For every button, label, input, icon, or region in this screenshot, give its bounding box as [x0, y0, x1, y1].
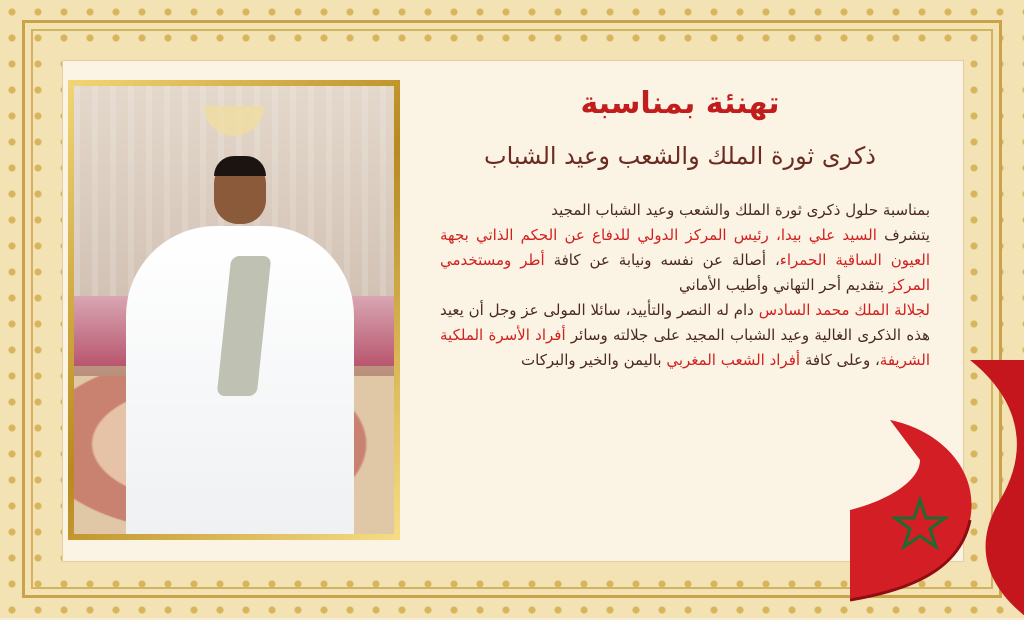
para3-highlight-2: أفراد الأسرة الملكية الشريفة: [440, 326, 930, 369]
portrait-photo: [74, 86, 394, 534]
para2-start: يتشرف: [884, 226, 930, 244]
para3-highlight-3: أفراد الشعب المغربي: [666, 351, 801, 369]
person-figure: [74, 86, 394, 534]
para3-highlight: لجلالة الملك محمد السادس: [758, 301, 930, 319]
person-hair: [214, 156, 266, 176]
para2-mid: ، أصالة عن نفسه ونيابة عن كافة: [553, 251, 780, 269]
para2-highlight: السيد علي بيدا، رئيس المركز الدولي للدفاع عن الحكم الذاتي بجهة العيون الساقية الحمراء: [440, 226, 930, 269]
body-paragraph-1: بمناسبة حلول ذكرى ثورة الملك والشعب وعيد الشباب المجيد: [551, 201, 930, 219]
para2-highlight-2: أطر ومستخدمي المركز: [440, 251, 930, 294]
para3-mid-2: ، وعلى كافة: [804, 351, 880, 369]
para3-mid: دام له النصر والتأييد، سائلا المولى عز وجل أن يعيد هذه الذكرى الغالية وعيد الشباب المجيد على جلالته وسائر: [440, 301, 930, 344]
body-paragraph-2: [440, 223, 930, 298]
photo-frame: [68, 80, 400, 540]
card-heading: تهنئة بمناسبة: [580, 86, 780, 121]
morocco-flag-ribbon-icon: [850, 360, 1024, 620]
card-body: [440, 198, 930, 373]
flag-ribbon-svg: [850, 360, 1024, 620]
para2-end: بتقديم أحر التهاني وأطيب الأماني: [678, 276, 885, 294]
card-subheading: ذكرى ثورة الملك والشعب وعيد الشباب: [484, 142, 876, 170]
para3-end: باليمن والخير والبركات: [521, 351, 662, 369]
